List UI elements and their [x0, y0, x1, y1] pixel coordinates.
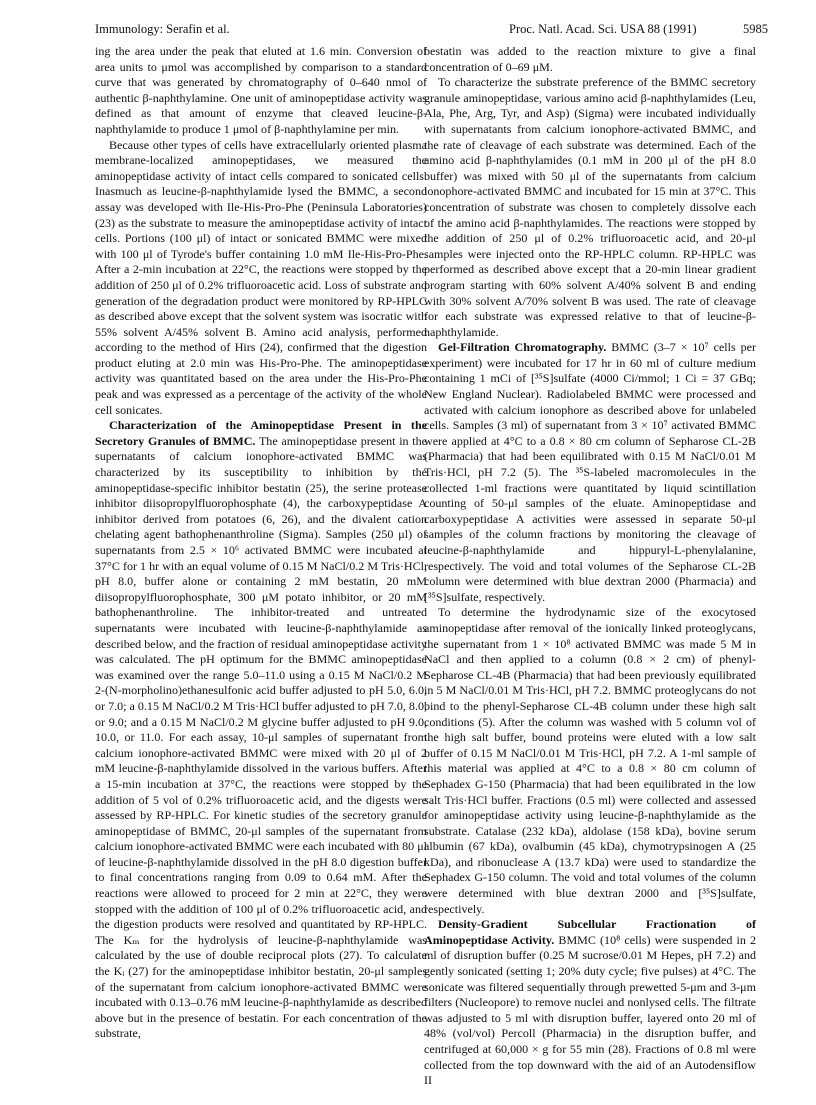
paragraph: To determine the hydrodynamic size of the exocytosed aminopeptidase after removal of the ionically linked proteoglycans, the supernatant from 1 × 10⁸ activated BMMC was made 5 M in NaCl and then applied to a column (0.8 × 2 cm) of phenyl-Sepharose CL-4B (Pharmacia) that had been previously equilibrated in 5 M NaCl/0.01 M Tris·HCl, pH 7.2. BMMC proteoglycans do not bind to the phenyl-Sepharose CL-4B column under these high salt conditions (5). After the column was washed with 5 column vol of the high salt buffer, bound proteins were eluted with a low salt buffer of 0.15 M NaCl/0.01 M Tris·HCl, pH 7.2. A 1-ml sample of this material was applied at 4°C to a 0.8 × 80 cm column of Sephadex G-150 (Pharmacia) that had been equilibrated in the low salt Tris·HCl buffer. Fractions (0.5 ml) were collected and assessed for aminopeptidase activity using leucine-β-naphthylamide as the substrate. Catalase (232 kDa), aldolase (158 kDa), bovine serum albumin (67 kDa), ovalbumin (45 kDa), chymotrypsinogen A (25 kDa), and ribonuclease A (13.7 kDa) were used to standardize the Sephadex G-150 column. The void and total volumes of the column were determined with blue dextran 2000 and [³⁵S]sulfate, respectively. — [424, 605, 756, 916]
section-paragraph — [424, 917, 756, 1089]
section-paragraph — [424, 340, 756, 605]
paragraph: Because other types of cells have extracellularly oriented plasma membrane-localized aminopeptidases, we measured the aminopeptidase activity of intact cells compared to sonicated cells. Inasmuch as leucine-β-naphthylamide lysed the BMMC, a second assay was developed with Ile-His-Pro-Phe (Peninsula Laboratories) (23) as the substrate to measure the aminopeptidase activity of intact cells. Portions (100 μl) of intact or sonicated BMMC were mixed with 100 μl of Tyrode's buffer containing 1.0 mM Ile-His-Pro-Phe. After a 2-min incubation at 22°C, the reactions were stopped by the addition of 250 μl of 0.2% trifluoroacetic acid. Loss of substrate and generation of the degradation product were monitored by RP-HPLC as described above except that the solvent system was isocratic with 55% solvent A/45% solvent B. Amino acid analysis, performed according to the method of Hirs (24), confirmed that the digestion product eluting at 2.0 min was His-Pro-Phe. The aminopeptidase activity was quantitated based on the area under the His-Pro-Phe peak and was expressed as a percentage of the activity of the whole cell sonicates. — [95, 137, 427, 417]
section-heading: Density-Gradient Subcellular Fractionation of Aminopeptidase Activity. — [424, 917, 756, 947]
paragraph: ing the area under the peak that eluted at 1.6 min. Conversion of area units to μmol was accomplished by comparison to a standard curve that was generated by chromatography of 0–640 nmol of authentic β-naphthylamine. One unit of aminopeptidase activity was defined as that amount of enzyme that cleaved leucine-β-naphthylamide to produce 1 μmol of β-naphthylamine per min. — [95, 44, 427, 136]
section-body: BMMC (10⁸ cells) were suspended in 2 ml of disruption buffer (0.25 M sucrose/0.01 M Hepes, pH 7.2) and gently sonicated (setting 1; 20% duty cycle; five pulses) at 4°C. The sonicate was filtered sequentially through prewetted 5-μm and 3-μm filters (Nucleopore) to remove nuclei and nonlysed cells. The filtrate was adjusted to 5 ml with disruption buffer, layered onto 20 ml of 48% (vol/vol) Percoll (Pharmacia) in the disruption buffer, and centrifuged at 60,000 × g for 55 min (28). Fractions of 0.8 ml were collected from the top downward with the aid of an Autodensiflow II — [424, 932, 756, 1088]
section-paragraph — [95, 418, 427, 1042]
running-header — [0, 0, 816, 40]
paragraph: To characterize the substrate preference of the BMMC secretory granule aminopeptidase, various amino acid β-naphthylamides (Leu, Ala, Phe, Arg, Tyr, and Asp) (Sigma) were incubated individually with supernatants from calcium ionophore-activated BMMC, and the rate of cleavage of each substrate was determined. Each of the amino acid β-naphthylamides (0.1 mM in 200 μl of the pH 8.0 buffer) was mixed with 50 μl of the supernatants from calcium ionophore-activated BMMC and incubated for 15 min at 37°C. This concentration of substrate was chosen to completely dissolve each of the amino acid β-naphthylamides. The reactions were stopped by the addition of 250 μl of 0.2% trifluoroacetic acid, and 20-μl samples were injected onto the RP-HPLC column. RP-HPLC was performed as described above except that a 20-min linear gradient program starting with 60% solvent A/40% solvent B and ending with 30% solvent A/70% solvent B was used. The rate of cleavage for each substrate was expressed relative to that of leucine-β-naphthylamide. — [424, 75, 756, 339]
paragraph: bestatin was added to the reaction mixture to give a final concentration of 0–69 μM. — [424, 44, 756, 74]
section-body: BMMC (3–7 × 10⁷ cells per experiment) were incubated for 17 hr in 60 ml of culture medium containing 1 mCi of [³⁵S]sulfate (4000 Ci/mmol; 1 Ci = 37 GBq; New England Nuclear). Radiolabeled BMMC were processed and activated with calcium ionophore as described above for unlabeled cells. Samples (3 ml) of supernatant from 3 × 10⁷ activated BMMC were applied at 4°C to a 0.8 × 80 cm column of Sepharose CL-2B (Pharmacia) that had been equilibrated with 0.15 M NaCl/0.01 M Tris·HCl, pH 7.2 (5). The ³⁵S-labeled macromolecules in the collected 1-ml fractions were quantitated by liquid scintillation counting of 50-μl samples of the eluate. Aminopeptidase and carboxypeptidase A activities were assessed in separate 50-μl samples of the column fractions by monitoring the cleavage of leucine-β-naphthylamide and hippuryl-L-phenylalanine, respectively. The void and total volumes of the Sepharose CL-2B column were determined with blue dextran 2000 (Pharmacia) and [³⁵S]sulfate, respectively. — [424, 340, 756, 604]
section-heading: Characterization of the Aminopeptidase Present in the Secretory Granules of BMMC. — [95, 418, 427, 448]
right-column — [424, 44, 756, 1089]
section-heading: Gel-Filtration Chromatography. — [438, 340, 607, 355]
page-number: 5985 — [743, 22, 768, 36]
section-body: The aminopeptidase present in the supernatants of calcium ionophore-activated BMMC was characterized by its susceptibility to inhibition by the aminopeptidase-specific inhibitor bestatin (25), the serine protease inhibitor diisopropylfluorophosphate (4), the carboxypeptidase A inhibitor derived from potatoes (6, 26), and the divalent cation chelating agent bathophenanthroline (Sigma). Samples (250 μl) of supernatants from 2.5 × 10⁶ activated BMMC were incubated at 37°C for 1 hr with an equal volume of 0.15 M NaCl/0.2 M Tris·HCl, pH 8.0, buffer alone or containing 2 mM bestatin, 20 mM diisopropylfluorophosphate, 300 μM potato inhibitor, or 20 mM bathophenanthroline. The inhibitor-treated and untreated supernatants were incubated with leucine-β-naphthylamide as described below, and the fraction of residual aminopeptidase activity was calculated. The pH optimum for the BMMC aminopeptidase was examined over the range 5.0–11.0 using a 0.15 M NaCl/0.2 M 2-(N-morpholino)ethanesulfonic acid buffer adjusted to pH 5.0, 6.0, or 7.0; a 0.15 M NaCl/0.2 M Tris·HCl buffer adjusted to pH 7.0, 8.0, or 9.0; and a 0.15 M NaCl/0.2 M glycine buffer adjusted to pH 9.0, 10.0, or 11.0. For each assay, 10-μl samples of supernatant from calcium ionophore-activated BMMC were mixed with 20 μl of 2 mM leucine-β-naphthylamide dissolved in the various buffers. After a 15-min incubation at 37°C, the reactions were stopped by the addition of 5 vol of 0.2% trifluoroacetic acid, and the digests were assessed by RP-HPLC. For kinetic studies of the secretory granule aminopeptidase of BMMC, 20-μl samples of the supernatant from calcium ionophore-activated BMMC were each incubated with 80 μl of leucine-β-naphthylamide dissolved in the pH 8.0 digestion buffer to final concentrations ranging from 0.09 to 0.64 mM. After the reactions were allowed to proceed for 2 min at 22°C, they were stopped with the addition of 100 μl of 0.2% trifluoroacetic acid, and the digestion products were resolved and quantitated by RP-HPLC. The Kₘ for the hydrolysis of leucine-β-naphthylamide was calculated by the use of double reciprocal plots (27). To calculate the Kᵢ (27) for the aminopeptidase inhibitor bestatin, 20-μl samples of the supernatant from calcium ionophore-activated BMMC were incubated with 0.13–0.76 mM leucine-β-naphthylamide as described above but in the presence of bestatin. For each concentration of the substrate, — [95, 433, 427, 1041]
header-citation: Proc. Natl. Acad. Sci. USA 88 (1991) — [509, 22, 697, 36]
header-journal-section: Immunology: Serafin et al. — [95, 22, 230, 36]
left-column — [95, 44, 427, 1042]
